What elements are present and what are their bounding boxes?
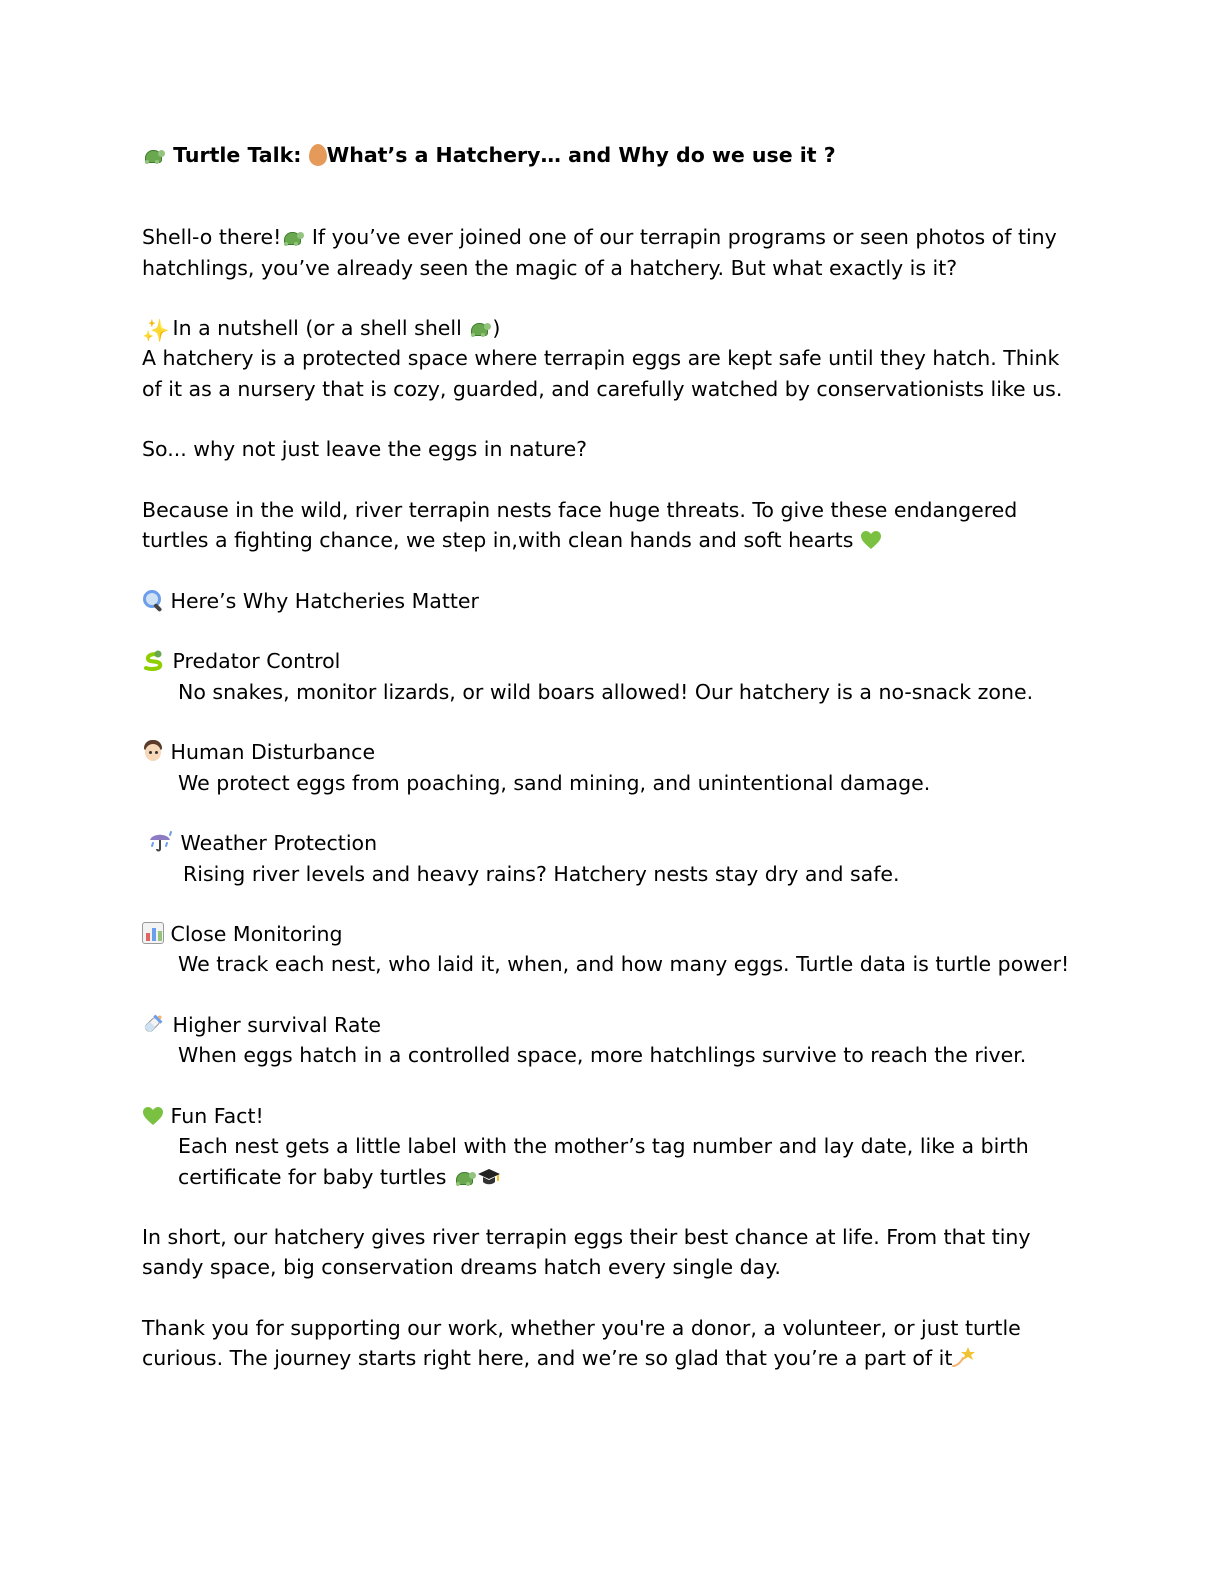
list-item	[142, 1101, 1072, 1192]
egg-icon	[309, 144, 327, 166]
dizzy-star-icon	[952, 1346, 976, 1368]
turtle-icon	[468, 320, 492, 338]
item-body	[142, 1131, 1072, 1192]
item-heading	[142, 919, 1072, 949]
umbrella-rain-icon	[148, 829, 174, 853]
turtle-icon	[142, 147, 166, 165]
item-title: Close Monitoring	[170, 922, 343, 947]
item-heading	[142, 737, 1072, 767]
intro-paragraph	[142, 222, 1072, 283]
item-title: Human Disturbance	[170, 740, 376, 765]
intro-text: If you’ve ever joined one of our terrapin programs or seen photos of tiny hatchlings, you’ve already seen the magic of a hatchery. But what exactly is it?	[142, 225, 1057, 280]
item-title: Weather Protection	[180, 831, 378, 856]
turtle-icon	[281, 229, 305, 247]
item-heading	[142, 828, 1072, 858]
graduation-cap-icon	[477, 1165, 501, 1185]
because-paragraph	[142, 495, 1072, 556]
question-paragraph: So... why not just leave the eggs in nature?	[142, 437, 588, 462]
item-heading	[142, 1101, 1072, 1131]
item-title: Fun Fact!	[170, 1103, 264, 1128]
nutshell-body: A hatchery is a protected space where terrapin eggs are kept safe until they hatch. Think of it as a nursery that is cozy, guarded, and carefully watched by conservationists like us.	[142, 346, 1063, 401]
list-item	[142, 919, 1072, 980]
item-body: We protect eggs from poaching, sand mining, and unintentional damage.	[178, 770, 931, 795]
man-face-icon	[142, 740, 164, 762]
list-item	[142, 737, 1072, 798]
thanks-paragraph	[142, 1313, 1072, 1374]
item-body: No snakes, monitor lizards, or wild boars allowed! Our hatchery is a no-snack zone.	[178, 679, 1034, 704]
magnifier-icon	[142, 589, 164, 611]
nutshell-section	[142, 313, 1072, 404]
item-heading	[142, 1010, 1072, 1040]
why-heading	[142, 586, 1072, 616]
item-heading	[142, 646, 1072, 676]
snake-icon	[142, 649, 166, 671]
nutshell-heading	[142, 313, 1072, 343]
item-body: We track each nest, who laid it, when, and how many eggs. Turtle data is turtle power!	[178, 952, 1070, 977]
item-title: Predator Control	[172, 649, 341, 674]
document-title	[142, 140, 1072, 170]
item-body-text: Each nest gets a little label with the mother’s tag number and lay date, like a birth certificate for baby turtles	[178, 1134, 1029, 1189]
green-heart-icon	[142, 1104, 164, 1124]
bar-chart-icon	[142, 922, 164, 944]
intro-greeting: Shell-o there!	[142, 225, 282, 250]
item-body: When eggs hatch in a controlled space, more hatchlings survive to reach the river.	[178, 1043, 1027, 1068]
thanks-text: Thank you for supporting our work, whether you're a donor, a volunteer, or just turtle curious. The journey starts right here, and we’re so glad that you’re a part of it	[142, 1315, 1021, 1371]
green-heart-icon	[860, 528, 882, 548]
item-body: Rising river levels and heavy rains? Hatchery nests stay dry and safe.	[183, 861, 900, 886]
nutshell-heading-text: In a nutshell (or a shell shell	[172, 316, 469, 341]
nutshell-heading-close: )	[492, 316, 501, 341]
list-item	[142, 1010, 1072, 1071]
list-item	[142, 828, 1072, 889]
because-text: Because in the wild, river terrapin nests face huge threats. To give these endangered turtles a fighting chance, we step in,with clean hands and soft hearts	[142, 497, 1018, 553]
summary-paragraph: In short, our hatchery gives river terrapin eggs their best chance at life. From that tiny sandy space, big conservation dreams hatch every single day.	[142, 1225, 1031, 1280]
baby-bottle-icon	[142, 1011, 166, 1035]
item-title: Higher survival Rate	[172, 1013, 382, 1038]
why-heading-text: Here’s Why Hatcheries Matter	[170, 588, 479, 613]
title-lead: Turtle Talk:	[173, 143, 302, 167]
list-item	[142, 646, 1072, 707]
sparkles-icon: ✨	[142, 319, 170, 345]
title-main: What’s a Hatchery… and Why do we use it ?	[326, 143, 836, 167]
document-page	[142, 140, 1072, 1374]
turtle-icon	[453, 1169, 477, 1187]
